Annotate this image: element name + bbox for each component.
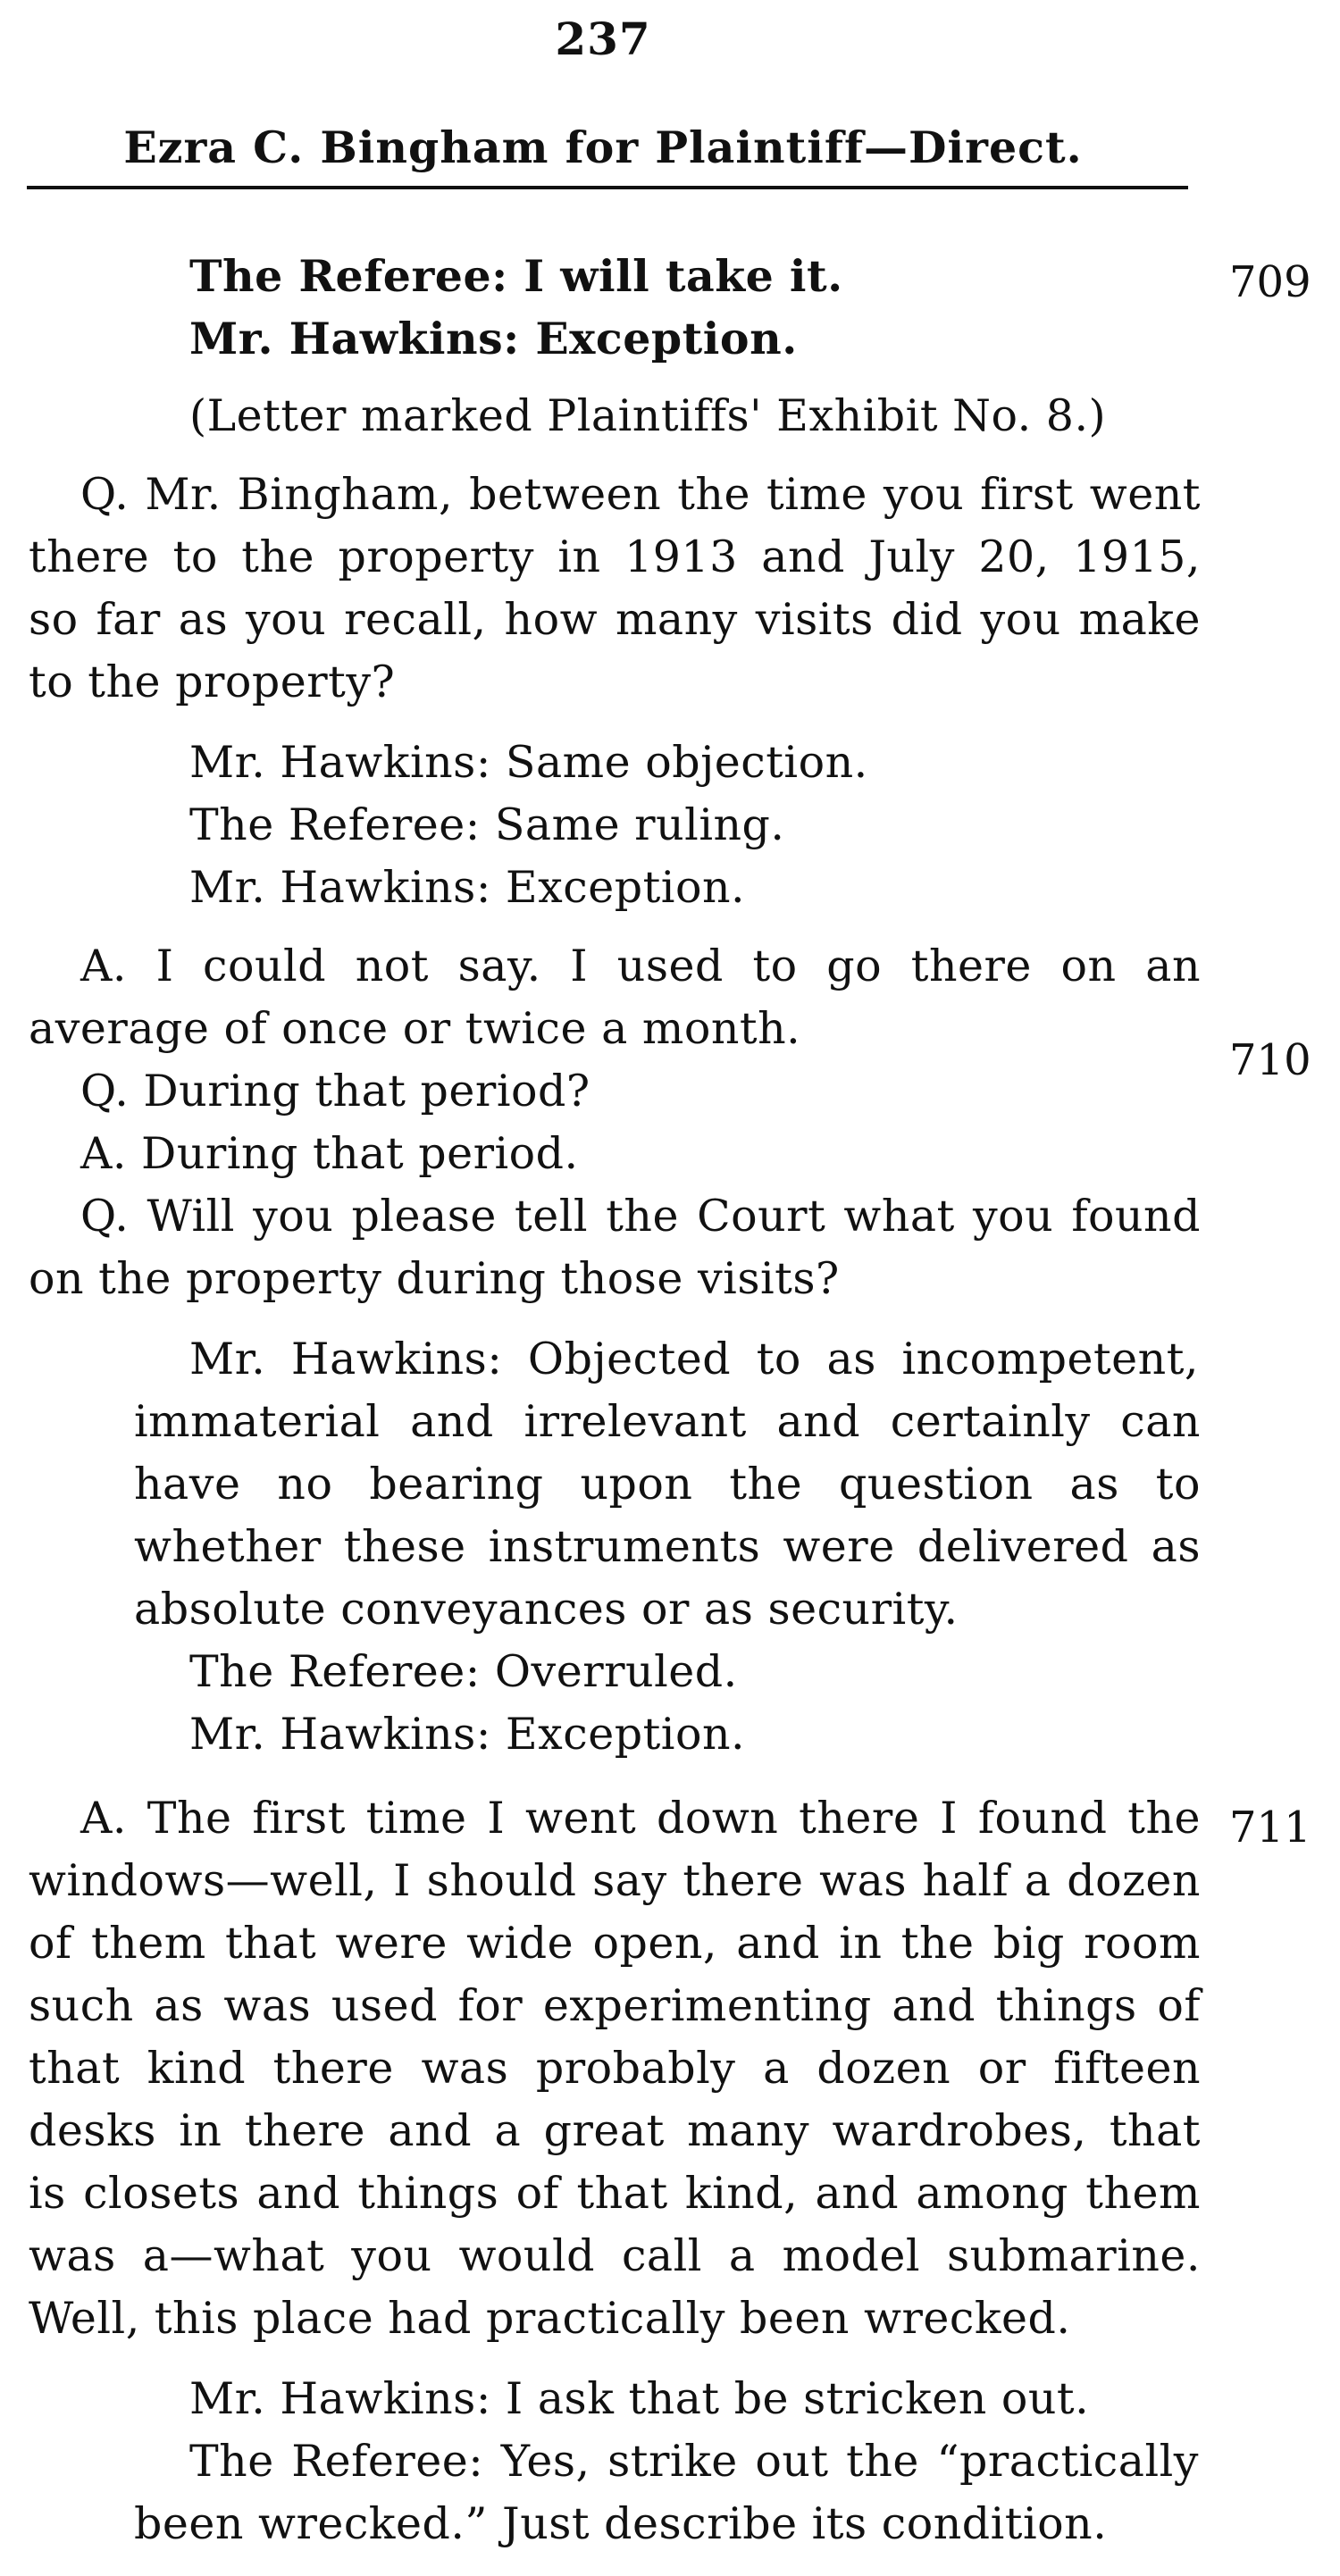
text-line: A. I could not say. I used to go there on an bbox=[80, 941, 1201, 991]
text-line: average of once or twice a month. bbox=[29, 1003, 801, 1054]
text-line: desks in there and a great many wardrobes, that bbox=[29, 2105, 1201, 2156]
header-rule bbox=[27, 186, 1188, 189]
text-line: there to the property in 1913 and July 20, 1915, bbox=[29, 531, 1201, 582]
text-line: was a—what you would call a model submarine. bbox=[29, 2230, 1201, 2281]
page-number: 237 bbox=[555, 13, 651, 65]
text-line: so far as you recall, how many visits did you make bbox=[29, 594, 1201, 645]
text-line: is closets and things of that kind, and among them bbox=[29, 2168, 1201, 2219]
text-line: The Referee: Overruled. bbox=[189, 1646, 738, 1697]
text-line: of them that were wide open, and in the big room bbox=[29, 1918, 1201, 1969]
text-line: (Letter marked Plaintiffs' Exhibit No. 8.) bbox=[189, 390, 1107, 441]
text-line: Mr. Hawkins: Exception. bbox=[189, 862, 746, 913]
text-line: The Referee: I will take it. bbox=[189, 250, 843, 302]
text-line: windows—well, I should say there was half a dozen bbox=[29, 1855, 1201, 1906]
text-line: Mr. Hawkins: Same objection. bbox=[189, 737, 868, 788]
text-line: Q. Will you please tell the Court what you found bbox=[80, 1191, 1201, 1242]
text-line: Mr. Hawkins: Exception. bbox=[189, 313, 798, 364]
text-line: have no bearing upon the question as to bbox=[134, 1459, 1201, 1510]
text-line: Q. During that period? bbox=[80, 1066, 590, 1117]
margin-number-710: 710 bbox=[1229, 1035, 1311, 1085]
text-line: Mr. Hawkins: Objected to as incompetent, bbox=[189, 1334, 1199, 1384]
text-line: on the property during those visits? bbox=[29, 1253, 840, 1304]
text-line: Well, this place had practically been wrecked. bbox=[29, 2293, 1071, 2344]
text-line: absolute conveyances or as security. bbox=[134, 1584, 959, 1635]
text-line: such as was used for experimenting and things of bbox=[29, 1980, 1201, 2031]
text-line: A. During that period. bbox=[80, 1128, 579, 1179]
text-line: that kind there was probably a dozen or fifteen bbox=[29, 2043, 1201, 2094]
text-line: Mr. Hawkins: Exception. bbox=[189, 1709, 746, 1760]
text-line: whether these instruments were delivered as bbox=[134, 1521, 1201, 1572]
text-line: immaterial and irrelevant and certainly can bbox=[134, 1396, 1201, 1447]
margin-number-711: 711 bbox=[1229, 1802, 1311, 1853]
text-line: Q. Mr. Bingham, between the time you first went bbox=[80, 469, 1201, 520]
running-header: Ezra C. Bingham for Plaintiff—Direct. bbox=[123, 121, 1083, 173]
margin-number-709: 709 bbox=[1229, 257, 1311, 307]
text-line: to the property? bbox=[29, 657, 396, 707]
text-line: The Referee: Same ruling. bbox=[189, 799, 785, 850]
text-line: Mr. Hawkins: I ask that be stricken out. bbox=[189, 2373, 1090, 2424]
text-line: The Referee: Yes, strike out the “practically bbox=[189, 2436, 1199, 2487]
text-line: A. The first time I went down there I found the bbox=[80, 1793, 1201, 1844]
text-line: been wrecked.” Just describe its condition. bbox=[134, 2498, 1108, 2549]
